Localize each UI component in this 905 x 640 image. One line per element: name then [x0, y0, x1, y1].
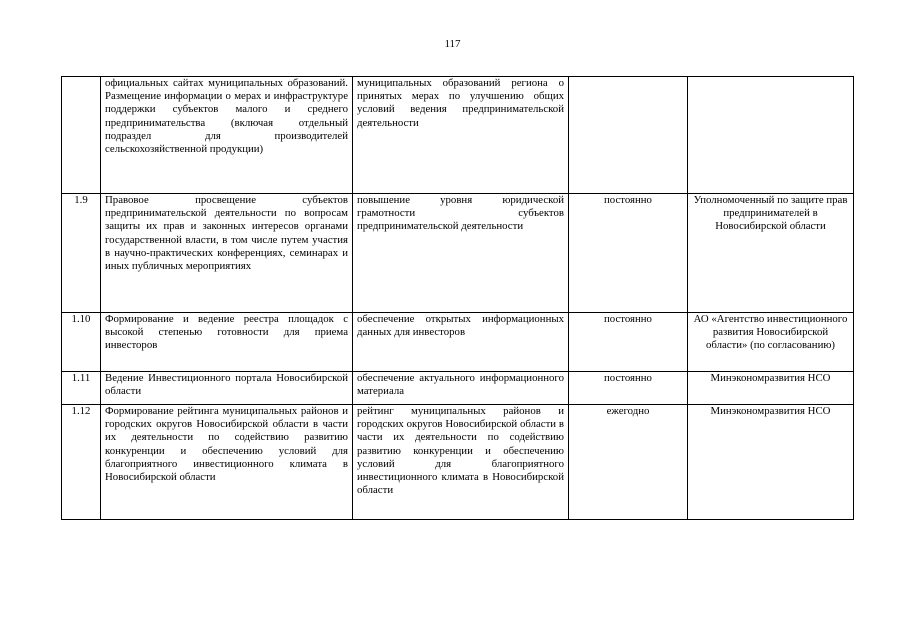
- measure-responsible: [688, 77, 854, 194]
- page-number: 117: [444, 38, 461, 50]
- table-row: [62, 194, 854, 313]
- measure-name: Формирование и ведение реестра площадок с высокой степенью готовности для приема инвесторов: [101, 313, 353, 372]
- row-number: [62, 77, 101, 194]
- table-row: [62, 372, 854, 405]
- measure-term: постоянно: [569, 372, 688, 405]
- measure-term: постоянно: [569, 194, 688, 313]
- measure-responsible: Минэкономразвития НСО: [688, 372, 854, 405]
- row-number: 1.11: [62, 372, 101, 405]
- row-number: 1.9: [62, 194, 101, 313]
- measure-goal: обеспечение открытых информационных данных для инвесторов: [353, 313, 569, 372]
- row-number: 1.12: [62, 405, 101, 520]
- measures-table: [61, 76, 854, 520]
- measure-term: [569, 77, 688, 194]
- measure-responsible: Минэкономразвития НСО: [688, 405, 854, 520]
- measure-name: Правовое просвещение субъектов предпринимательской деятельности по вопросам защиты их прав и законных интересов органами государственной власти, в том числе путем участия в научно-практических конференциях, семинарах и иных публичных мероприятиях: [101, 194, 353, 313]
- row-number: 1.10: [62, 313, 101, 372]
- measure-name: Ведение Инвестиционного портала Новосибирской области: [101, 372, 353, 405]
- table-row: [62, 405, 854, 520]
- measure-goal: повышение уровня юридической грамотности субъектов предпринимательской деятельности: [353, 194, 569, 313]
- measure-name: официальных сайтах муниципальных образований. Размещение информации о мерах и инфраструктуре поддержки субъектов малого и среднего предпринимательства (включая отдельный подраздел для производителей сельскохозяйственной продукции): [101, 77, 353, 194]
- measure-term: ежегодно: [569, 405, 688, 520]
- measure-responsible: АО «Агентство инвестиционного развития Новосибирской области» (по согласованию): [688, 313, 854, 372]
- measure-goal: рейтинг муниципальных районов и городских округов Новосибирской области в части их деятельности по содействию развитию конкуренции и обеспечению условий для благоприятного инвестиционного климата в Новосибирской области: [353, 405, 569, 520]
- table-row: [62, 77, 854, 194]
- measure-term: постоянно: [569, 313, 688, 372]
- measure-goal: муниципальных образований региона о принятых мерах по улучшению общих условий ведения предпринимательской деятельности: [353, 77, 569, 194]
- measure-goal: обеспечение актуального информационного материала: [353, 372, 569, 405]
- measure-responsible: Уполномоченный по защите прав предпринимателей в Новосибирской области: [688, 194, 854, 313]
- table-row: [62, 313, 854, 372]
- measure-name: Формирование рейтинга муниципальных районов и городских округов Новосибирской области в части их деятельности по содействию развитию конкуренции и обеспечению условий для благоприятного инвестиционного климата в Новосибирской области: [101, 405, 353, 520]
